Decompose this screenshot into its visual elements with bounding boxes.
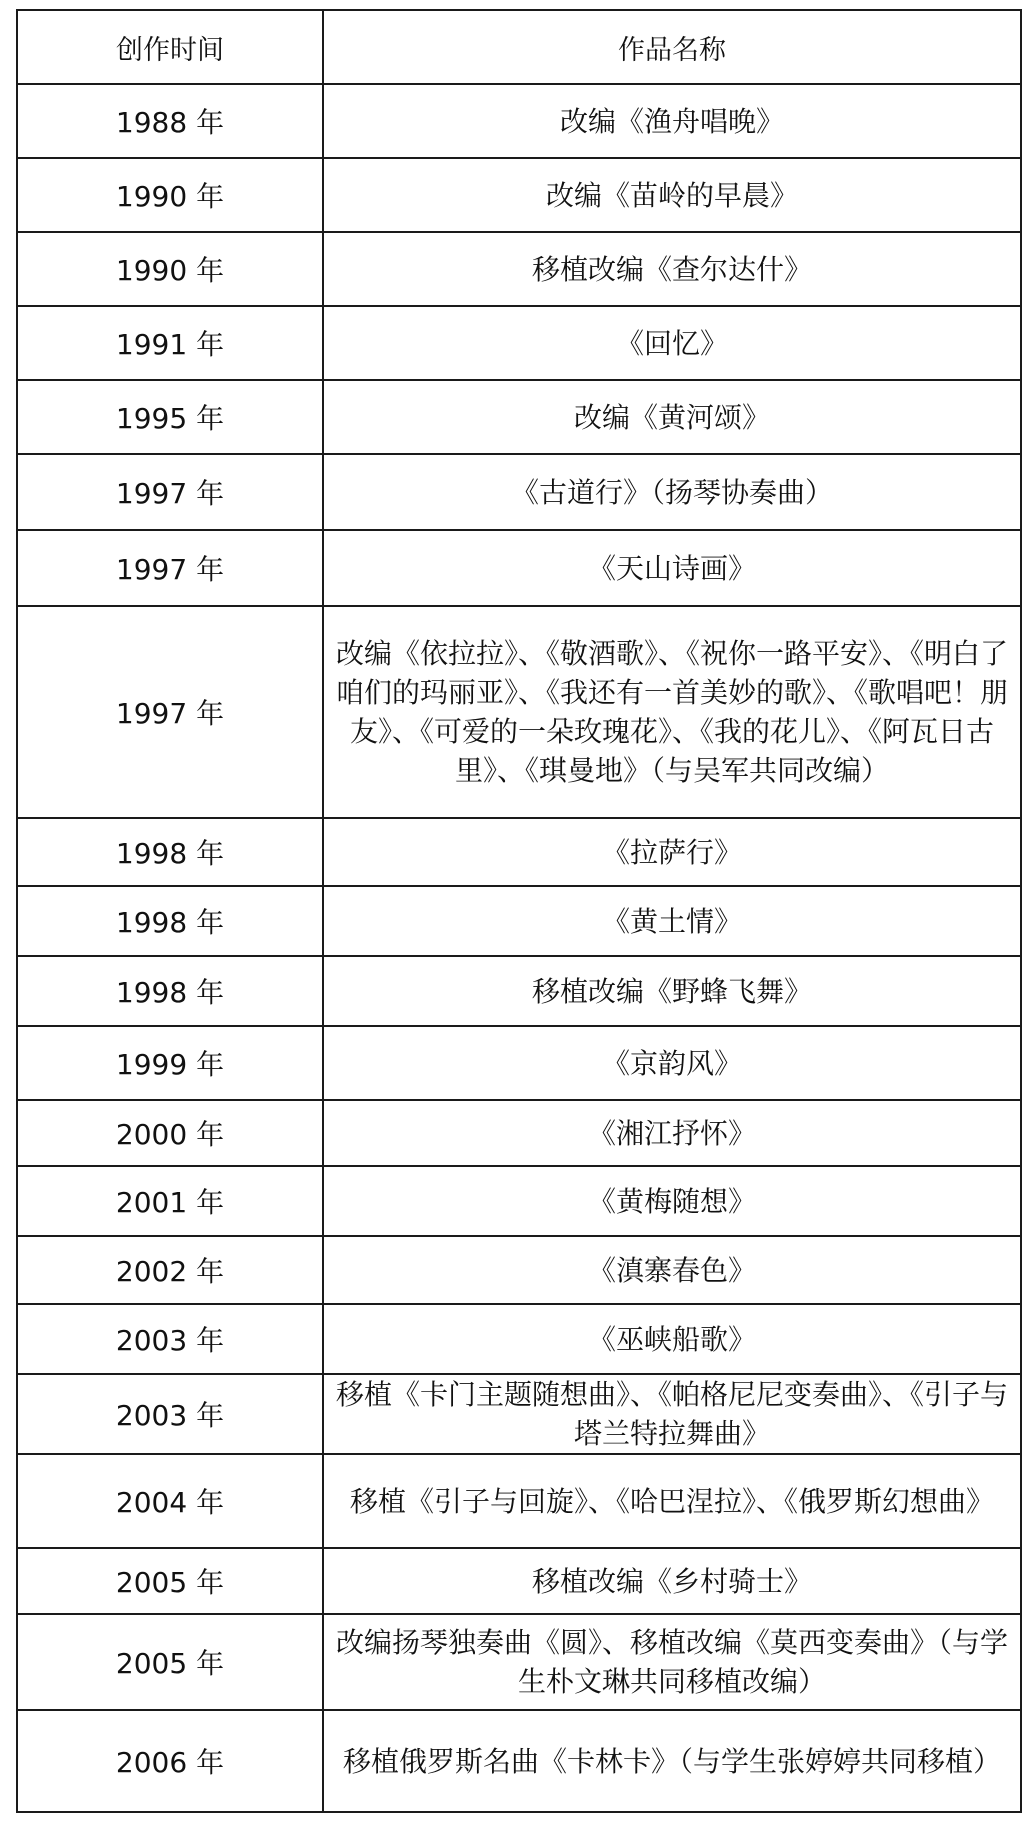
year-cell: 2005 年	[17, 1614, 323, 1710]
work-cell: 移植俄罗斯名曲《卡林卡》（与学生张婷婷共同移植）	[323, 1710, 1021, 1812]
work-cell: 《京韵风》	[323, 1026, 1021, 1100]
year-cell: 2006 年	[17, 1710, 323, 1812]
table-row	[17, 454, 1021, 530]
year-cell: 1990 年	[17, 232, 323, 306]
work-cell: 移植《引子与回旋》、《哈巴涅拉》、《俄罗斯幻想曲》	[323, 1454, 1021, 1548]
table-row	[17, 1548, 1021, 1614]
table-row	[17, 1026, 1021, 1100]
work-cell: 改编《苗岭的早晨》	[323, 158, 1021, 232]
year-cell: 1991 年	[17, 306, 323, 380]
table-row	[17, 886, 1021, 956]
table-row	[17, 1374, 1021, 1454]
work-cell: 改编《渔舟唱晚》	[323, 84, 1021, 158]
table-row	[17, 306, 1021, 380]
work-cell: 改编《依拉拉》、《敬酒歌》、《祝你一路平安》、《明白了咱们的玛丽亚》、《我还有一首美妙的歌》、《歌唱吧！朋友》、《可爱的一朵玫瑰花》、《我的花儿》、《阿瓦日古里》、《琪曼地》（与吴军共同改编）	[323, 606, 1021, 818]
table-row	[17, 1100, 1021, 1166]
table-row	[17, 84, 1021, 158]
work-cell: 《古道行》（扬琴协奏曲）	[323, 454, 1021, 530]
header-time: 创作时间	[17, 10, 323, 84]
year-cell: 1998 年	[17, 956, 323, 1026]
work-cell: 移植改编《野蜂飞舞》	[323, 956, 1021, 1026]
year-cell: 2003 年	[17, 1374, 323, 1454]
header-work: 作品名称	[323, 10, 1021, 84]
table-row	[17, 606, 1021, 818]
work-cell: 《黄梅随想》	[323, 1166, 1021, 1236]
table-row	[17, 1710, 1021, 1812]
work-cell: 《拉萨行》	[323, 818, 1021, 886]
year-cell: 1988 年	[17, 84, 323, 158]
year-cell: 2004 年	[17, 1454, 323, 1548]
year-cell: 1995 年	[17, 380, 323, 454]
table-row	[17, 1166, 1021, 1236]
table-row	[17, 380, 1021, 454]
table-row	[17, 1614, 1021, 1710]
table-row	[17, 158, 1021, 232]
year-cell: 1997 年	[17, 606, 323, 818]
year-cell: 2003 年	[17, 1304, 323, 1374]
work-cell: 《巫峡船歌》	[323, 1304, 1021, 1374]
year-cell: 1997 年	[17, 530, 323, 606]
year-cell: 1990 年	[17, 158, 323, 232]
table-row	[17, 1454, 1021, 1548]
year-cell: 2001 年	[17, 1166, 323, 1236]
work-cell: 《黄土情》	[323, 886, 1021, 956]
year-cell: 2002 年	[17, 1236, 323, 1304]
year-cell: 1998 年	[17, 818, 323, 886]
year-cell: 2005 年	[17, 1548, 323, 1614]
work-cell: 移植改编《查尔达什》	[323, 232, 1021, 306]
year-cell: 1997 年	[17, 454, 323, 530]
header-row	[17, 10, 1021, 84]
year-cell: 2000 年	[17, 1100, 323, 1166]
year-cell: 1999 年	[17, 1026, 323, 1100]
work-cell: 《湘江抒怀》	[323, 1100, 1021, 1166]
work-cell: 改编《黄河颂》	[323, 380, 1021, 454]
table-row	[17, 232, 1021, 306]
work-cell: 《回忆》	[323, 306, 1021, 380]
table-row	[17, 1236, 1021, 1304]
work-cell: 移植改编《乡村骑士》	[323, 1548, 1021, 1614]
table-row	[17, 818, 1021, 886]
table-row	[17, 1304, 1021, 1374]
year-cell: 1998 年	[17, 886, 323, 956]
table-row	[17, 530, 1021, 606]
table-row	[17, 956, 1021, 1026]
work-cell: 《天山诗画》	[323, 530, 1021, 606]
work-cell: 移植《卡门主题随想曲》、《帕格尼尼变奏曲》、《引子与塔兰特拉舞曲》	[323, 1374, 1021, 1454]
work-cell: 《滇寨春色》	[323, 1236, 1021, 1304]
works-table	[16, 9, 1022, 1813]
work-cell: 改编扬琴独奏曲《圆》、移植改编《莫西变奏曲》（与学生朴文琳共同移植改编）	[323, 1614, 1021, 1710]
